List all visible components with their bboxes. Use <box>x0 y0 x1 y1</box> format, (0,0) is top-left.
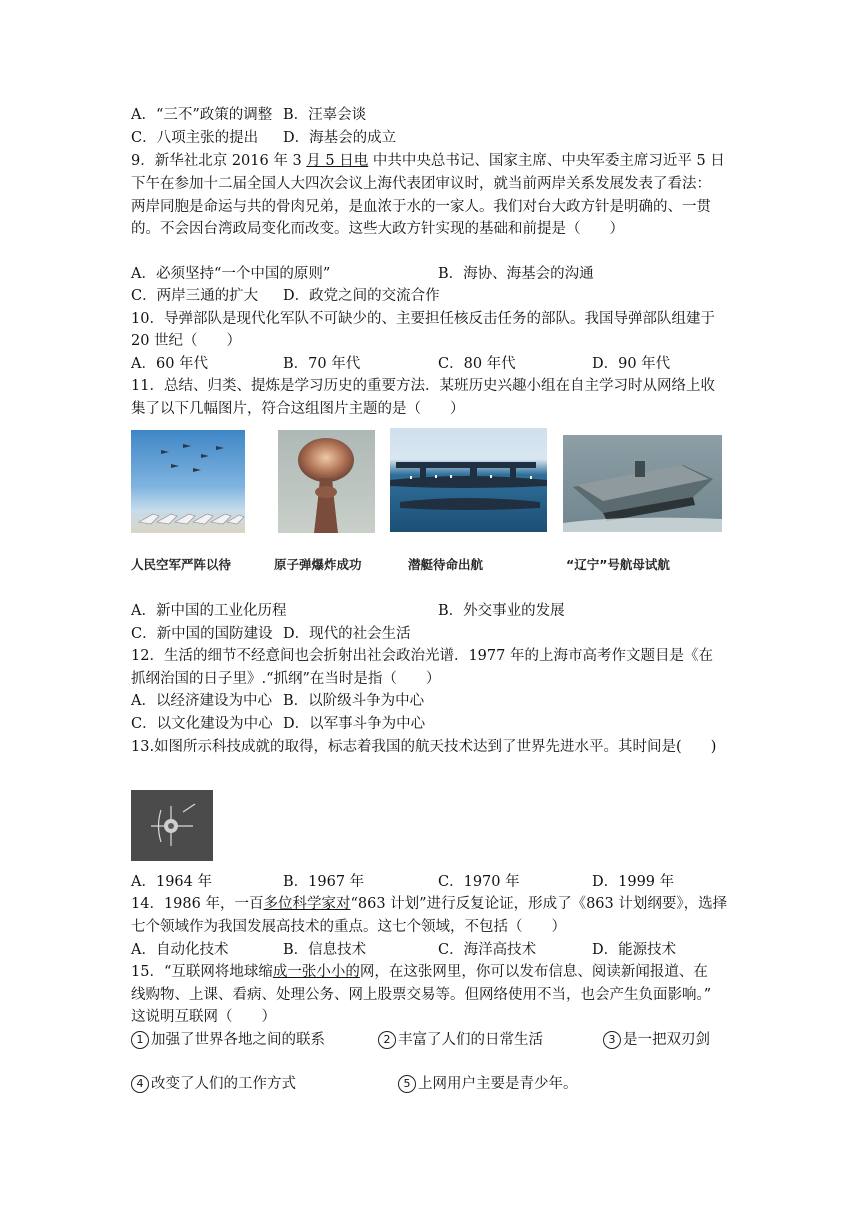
q11-option-b: B．外交事业的发展 <box>438 603 565 619</box>
q14-option-c: C．海洋高技术 <box>438 942 537 958</box>
q11-option-d: D．现代的社会生活 <box>283 626 411 642</box>
q9-option-d: D．政党之间的交流合作 <box>283 288 440 304</box>
q11-stem-line-2: 集了以下几幅图片，符合这组图片主题的是（ ） <box>131 401 465 417</box>
q15-stem-line-3: 这说明互联网（ ） <box>131 1009 276 1025</box>
q14-stem-line-1: 14．1986 年，一百多位科学家对“863 计划”进行反复论证，形成了《863 计划纲要》，选择 <box>131 896 728 912</box>
satellite-photo <box>131 790 213 861</box>
q10-option-b: B．70 年代 <box>283 356 361 372</box>
q12-stem-line-1: 12．生活的细节不经意间也会折射出社会政治光谱．1977 年的上海市高考作文题目是《在 <box>131 648 713 664</box>
q9-stem-line-4: 的。不会因台湾政局变化而改变。这些大政方针实现的基础和前提是（ ） <box>131 221 624 237</box>
q8-option-b: B．汪辜会谈 <box>283 107 367 123</box>
q10-option-c: C．80 年代 <box>438 356 516 372</box>
q12-option-b: B．以阶级斗争为中心 <box>283 693 425 709</box>
q13-option-d: D．1999 年 <box>592 874 675 890</box>
q12-option-d: D．以军事斗争为中心 <box>283 716 426 732</box>
q11-option-c: C．新中国的国防建设 <box>131 626 273 642</box>
submarine-photo <box>390 428 547 532</box>
q8-option-d: D．海基会的成立 <box>283 130 397 146</box>
aircraft-carrier-photo <box>563 435 722 532</box>
q15-item-1: 1 加强了世界各地之间的联系 <box>131 1030 325 1050</box>
q15-stem-line-2: 线购物、上课、看病、处理公务、网上股票交易等。但网络使用不当，也会产生负面影响。” <box>131 987 712 1003</box>
q10-option-a: A．60 年代 <box>131 356 209 372</box>
q9-option-c: C．两岸三通的扩大 <box>131 288 259 304</box>
q14-option-b: B．信息技术 <box>283 942 367 958</box>
photo-caption-air-force: 人民空军严阵以待 <box>131 557 232 572</box>
q9-stem-line-1: 9．新华社北京 2016 年 3 月 5 日电 中共中央总书记、国家主席、中央军委主席习近平 5 日 <box>131 153 725 169</box>
q12-option-a: A．以经济建设为中心 <box>131 693 272 709</box>
q15-item-4: 4 改变了人们的工作方式 <box>131 1074 296 1094</box>
q15-item-2: 2 丰富了人们的日常生活 <box>378 1030 543 1050</box>
q10-stem-line-1: 10．导弹部队是现代化军队不可缺少的、主要担任核反击任务的部队。我国导弹部队组建于 <box>131 311 715 327</box>
photo-caption-atomic-bomb: 原子弹爆炸成功 <box>274 557 362 572</box>
q15-item-5: 5 上网用户主要是青少年。 <box>398 1074 578 1094</box>
q14-option-d: D．能源技术 <box>592 942 677 958</box>
q9-option-b: B．海协、海基会的沟通 <box>438 266 594 282</box>
q12-stem-line-2: 抓纲治国的日子里》.“抓纲”在当时是指（ ） <box>131 671 441 687</box>
q9-stem-line-2: 下午在参加十二届全国人大四次会议上海代表团审议时，就当前两岸关系发展发表了看法： <box>131 176 711 192</box>
photo-caption-carrier: “辽宁”号航母试航 <box>566 557 670 572</box>
q11-option-a: A．新中国的工业化历程 <box>131 603 287 619</box>
q11-stem-line-1: 11．总结、归类、提炼是学习历史的重要方法．某班历史兴趣小组在自主学习时从网络上收 <box>131 378 715 394</box>
q9-option-a: A．必须坚持“一个中国的原则” <box>131 266 331 282</box>
q13-option-c: C．1970 年 <box>438 874 520 890</box>
q8-option-c: C．八项主张的提出 <box>131 130 259 146</box>
q10-stem-line-2: 20 世纪（ ） <box>131 333 242 349</box>
atomic-bomb-photo <box>278 430 375 533</box>
q10-option-d: D．90 年代 <box>592 356 671 372</box>
q8-option-a: A．“三不”政策的调整 <box>131 107 273 123</box>
photo-caption-submarine: 潜艇待命出航 <box>408 557 484 572</box>
air-force-photo <box>131 430 245 533</box>
q15-item-3: 3 是一把双刃剑 <box>603 1030 710 1050</box>
q9-stem-line-3: 两岸同胞是命运与共的骨肉兄弟，是血浓于水的一家人。我们对台大政方针是明确的、一贯 <box>131 199 711 215</box>
q12-option-c: C．以文化建设为中心 <box>131 716 273 732</box>
q13-stem-line-1: 13.如图所示科技成就的取得，标志着我国的航天技术达到了世界先进水平。其时间是( ) <box>131 739 717 755</box>
q15-stem-line-1: 15．“互联网将地球缩成一张小小的网，在这张网里，你可以发布信息、阅读新闻报道、在 <box>131 964 708 980</box>
q13-option-a: A．1964 年 <box>131 874 212 890</box>
q14-stem-line-2: 七个领域作为我国发展高技术的重点。这七个领域，不包括（ ） <box>131 919 566 935</box>
q14-option-a: A．自动化技术 <box>131 942 229 958</box>
q13-option-b: B．1967 年 <box>283 874 365 890</box>
